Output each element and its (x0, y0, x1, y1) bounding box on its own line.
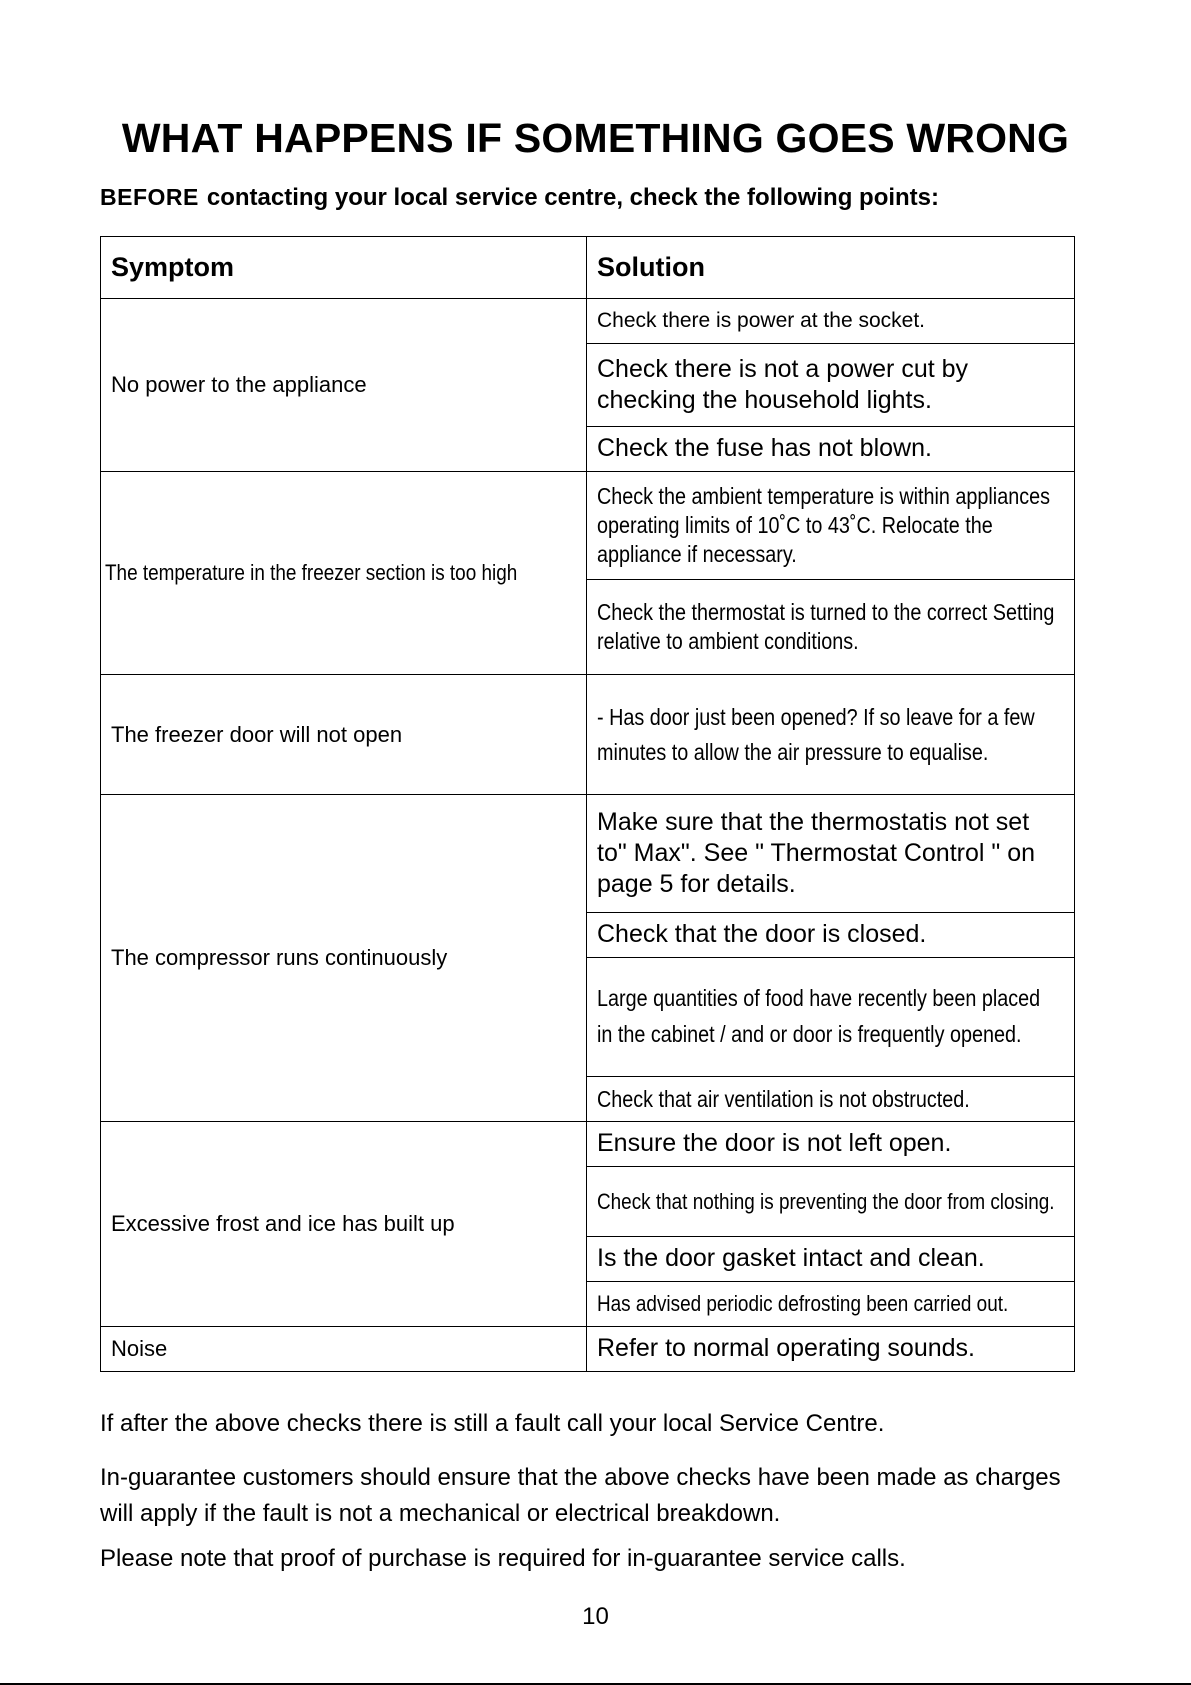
symptom-cell: The compressor runs continuously (101, 795, 587, 1122)
solution-cell: Check there is power at the socket. (587, 299, 1075, 344)
symptom-cell: Excessive frost and ice has built up (101, 1122, 587, 1327)
solution-cell: Check that air ventilation is not obstructed. (587, 1077, 1075, 1122)
solution-cell: Check that nothing is preventing the door from closing. (587, 1167, 1075, 1237)
solution-cell: Large quantities of food have recently been placed in the cabinet / and or door is frequently opened. (587, 958, 1075, 1077)
solution-header: Solution (587, 237, 1075, 299)
table-row (101, 795, 1075, 913)
solution-cell: - Has door just been opened? If so leave for a few minutes to allow the air pressure to equalise. (587, 675, 1075, 795)
symptom-cell: Noise (101, 1327, 587, 1372)
table-header-row (101, 237, 1075, 299)
solution-cell: Ensure the door is not left open. (587, 1122, 1075, 1167)
symptom-cell: The temperature in the freezer section is too high (101, 472, 587, 675)
instruction-before: BEFORE (100, 184, 199, 210)
page-title: WHAT HAPPENS IF SOMETHING GOES WRONG (121, 115, 1070, 161)
table-row (101, 1122, 1075, 1167)
solution-cell: Check the thermostat is turned to the correct Setting relative to ambient conditions. (587, 580, 1075, 675)
instruction-text: contacting your local service centre, check the following points: (206, 184, 940, 211)
solution-cell: Has advised periodic defrosting been carried out. (587, 1282, 1075, 1327)
table-row (101, 299, 1075, 344)
instruction-line (100, 184, 939, 212)
solution-cell: Check that the door is closed. (587, 913, 1075, 958)
solution-cell: Make sure that the thermostatis not set to" Max". See " Thermostat Control " on page 5 for details. (587, 795, 1075, 913)
note-fault-call: If after the above checks there is still a fault call your local Service Centre. (100, 1410, 885, 1437)
page-number: 10 (582, 1603, 609, 1630)
solution-cell: Check the fuse has not blown. (587, 427, 1075, 472)
troubleshooting-table (100, 236, 1075, 1372)
solution-cell: Check the ambient temperature is within appliances operating limits of 10˚C to 43˚C. Relocate the appliance if necessary. (587, 472, 1075, 580)
solution-cell: Refer to normal operating sounds. (587, 1327, 1075, 1372)
solution-cell: Is the door gasket intact and clean. (587, 1237, 1075, 1282)
symptom-header: Symptom (101, 237, 587, 299)
table-row (101, 472, 1075, 580)
table-row (101, 675, 1075, 795)
symptom-cell: The freezer door will not open (101, 675, 587, 795)
table-row (101, 1327, 1075, 1372)
symptom-cell: No power to the appliance (101, 299, 587, 472)
solution-cell: Check there is not a power cut by checking the household lights. (587, 344, 1075, 427)
note-proof-of-purchase: Please note that proof of purchase is required for in-guarantee service calls. (100, 1545, 906, 1572)
note-guarantee-checks: In-guarantee customers should ensure that the above checks have been made as charges will apply if the fault is not a mechanical or electrical breakdown. (100, 1464, 1061, 1527)
